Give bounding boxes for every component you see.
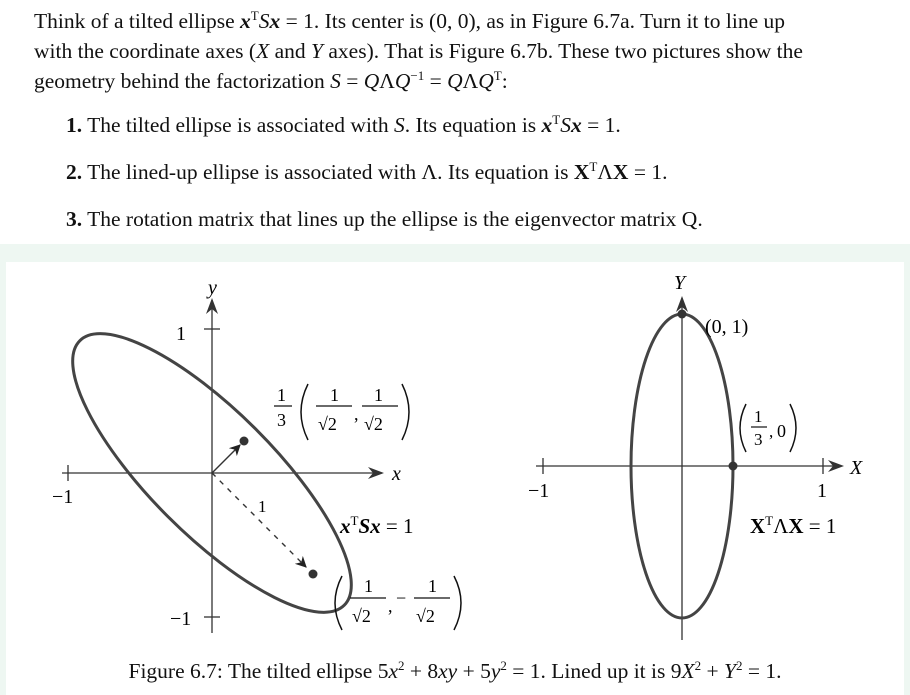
left-figure [36, 277, 461, 649]
numbered-list [34, 102, 900, 243]
close-paren [454, 576, 461, 630]
right-axis-x-label: X [850, 457, 863, 479]
right-ellipse-equation: $X^T\Lambda X = 1$ [750, 513, 837, 538]
figure-svg [0, 262, 910, 656]
intro-text-a: Think of a tilted ellipse [34, 9, 240, 33]
left-ellipse-equation: $x^TSx = 1$ [340, 513, 414, 538]
right-figure [528, 272, 863, 640]
list-item-2: 2. The lined-up ellipse is associated with Λ. Its equation is $X^T\Lambda X = 1$. [66, 159, 668, 184]
right-tick-label-x-left: −1 [528, 480, 550, 502]
left-point-lower [309, 570, 318, 579]
frac-num: 1 [374, 385, 383, 405]
frac-den: 3 [754, 430, 763, 449]
text-panel [0, 0, 910, 244]
minus-sign: − [396, 588, 407, 608]
long-axis-dashed-arrow [212, 473, 306, 567]
list-number: 3. [66, 207, 83, 231]
close-paren [790, 404, 796, 452]
panel-separator [0, 244, 910, 262]
paragraph-line-1: Think of a tilted ellipse $x^TSx = 1$. Its center is (0, 0), as in Figure 6.7a. Turn it to line up [34, 8, 785, 33]
figure-caption: Figure 6.7: The tilted ellipse $5x^2 + 8xy + 5y^2 = 1$. Lined up it is $9X^2 + Y^2 = 1$. [128, 658, 782, 683]
point-b-label [335, 576, 461, 630]
list-number: 2. [66, 160, 83, 184]
list-item-3-text: The rotation matrix that lines up the ellipse is the eigenvector matrix Q. [87, 207, 703, 231]
right-point-top [678, 310, 687, 319]
half-axis-label: 1 [258, 497, 267, 516]
list-item-1: 1. The tilted ellipse is associated with S. Its equation is $x^TSx = 1$. [66, 112, 621, 137]
intro-paragraph [34, 6, 894, 96]
frac-num: 1 [364, 576, 373, 596]
frac-den: √2 [352, 606, 371, 626]
right-axis-y-label: Y [674, 272, 686, 294]
comma: , [769, 422, 774, 441]
frac-num: 1 [428, 576, 437, 596]
left-tick-label-x-left: −1 [52, 486, 74, 508]
left-axis-y-label: y [208, 277, 217, 299]
paragraph-line-2: with the coordinate axes (X and Y axes). That is Figure 6.7b. These two pictures show the [34, 39, 803, 63]
math-Sx: S [258, 9, 270, 33]
frac-den: √2 [416, 606, 435, 626]
frac-den: √2 [318, 414, 337, 434]
frac-den: 3 [277, 410, 286, 430]
open-paren [301, 384, 308, 440]
frac-num: 1 [754, 407, 763, 426]
open-paren [335, 576, 342, 630]
point-a-label [274, 384, 409, 440]
frac-den: √2 [364, 414, 383, 434]
left-tick-label-y-top: 1 [176, 323, 186, 345]
open-paren [740, 404, 746, 452]
list-item-3 [66, 196, 900, 243]
side-point-label [740, 404, 796, 452]
left-tick-label-y-bottom: −1 [170, 608, 192, 630]
close-paren [402, 384, 409, 440]
comma: , [354, 404, 359, 424]
frac-num: 1 [330, 385, 339, 405]
top-point-label: (0, 1) [705, 316, 749, 338]
math-xT: x [240, 9, 251, 33]
figure-6-7 [0, 262, 910, 695]
list-number: 1. [66, 113, 83, 137]
right-point-side [729, 462, 738, 471]
left-point-upper [240, 437, 249, 446]
left-axis-x-label: x [392, 463, 401, 485]
right-tick-label-x-right: 1 [817, 480, 827, 502]
paragraph-line-3: geometry behind the factorization $S = Q\Lambda Q^{-1} = Q\Lambda Q^T$: [34, 68, 508, 93]
short-axis-arrow [212, 445, 240, 473]
comma: , [388, 596, 393, 616]
second-coord: 0 [777, 421, 786, 441]
frac-num: 1 [277, 385, 286, 405]
